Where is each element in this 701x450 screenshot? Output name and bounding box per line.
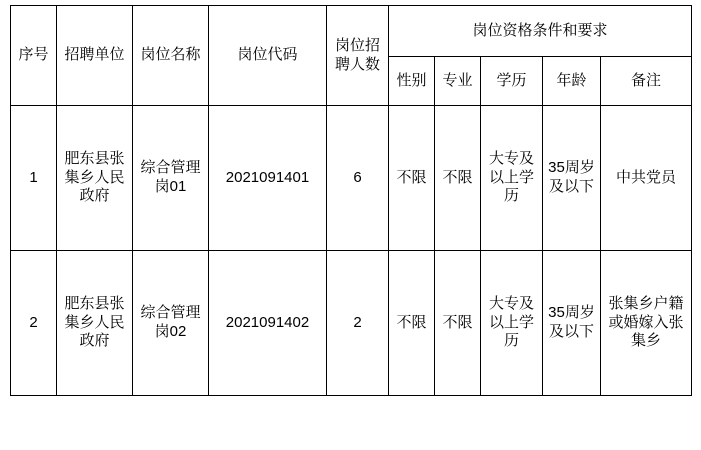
- header-post-code: 岗位代码: [209, 6, 327, 106]
- header-unit: 招聘单位: [57, 6, 133, 106]
- table-header: [11, 6, 692, 106]
- cell-education: 大专及以上学历: [481, 106, 543, 251]
- table-row: [11, 251, 692, 396]
- cell-major: 不限: [435, 251, 481, 396]
- table-row: [11, 106, 692, 251]
- cell-age: 35周岁及以下: [543, 106, 601, 251]
- cell-post-name: 综合管理岗02: [133, 251, 209, 396]
- cell-remark: 张集乡户籍或婚嫁入张集乡: [601, 251, 692, 396]
- cell-gender: 不限: [389, 106, 435, 251]
- cell-major: 不限: [435, 106, 481, 251]
- cell-gender: 不限: [389, 251, 435, 396]
- header-remark: 备注: [601, 57, 692, 106]
- recruitment-table: [10, 5, 692, 396]
- header-gender: 性别: [389, 57, 435, 106]
- header-post-count: 岗位招聘人数: [327, 6, 389, 106]
- header-seq: 序号: [11, 6, 57, 106]
- cell-education: 大专及以上学历: [481, 251, 543, 396]
- cell-post-count: 2: [327, 251, 389, 396]
- header-education: 学历: [481, 57, 543, 106]
- cell-unit: 肥东县张集乡人民政府: [57, 106, 133, 251]
- header-major: 专业: [435, 57, 481, 106]
- cell-seq: 1: [11, 106, 57, 251]
- cell-post-name: 综合管理岗01: [133, 106, 209, 251]
- header-age: 年龄: [543, 57, 601, 106]
- table-body: [11, 106, 692, 396]
- cell-age: 35周岁及以下: [543, 251, 601, 396]
- header-qualification-group: 岗位资格条件和要求: [389, 6, 692, 57]
- cell-unit: 肥东县张集乡人民政府: [57, 251, 133, 396]
- header-row-primary: [11, 6, 692, 57]
- document-sheet: [0, 5, 701, 450]
- cell-post-code: 2021091402: [209, 251, 327, 396]
- cell-remark: 中共党员: [601, 106, 692, 251]
- header-post-name: 岗位名称: [133, 6, 209, 106]
- cell-post-count: 6: [327, 106, 389, 251]
- cell-seq: 2: [11, 251, 57, 396]
- cell-post-code: 2021091401: [209, 106, 327, 251]
